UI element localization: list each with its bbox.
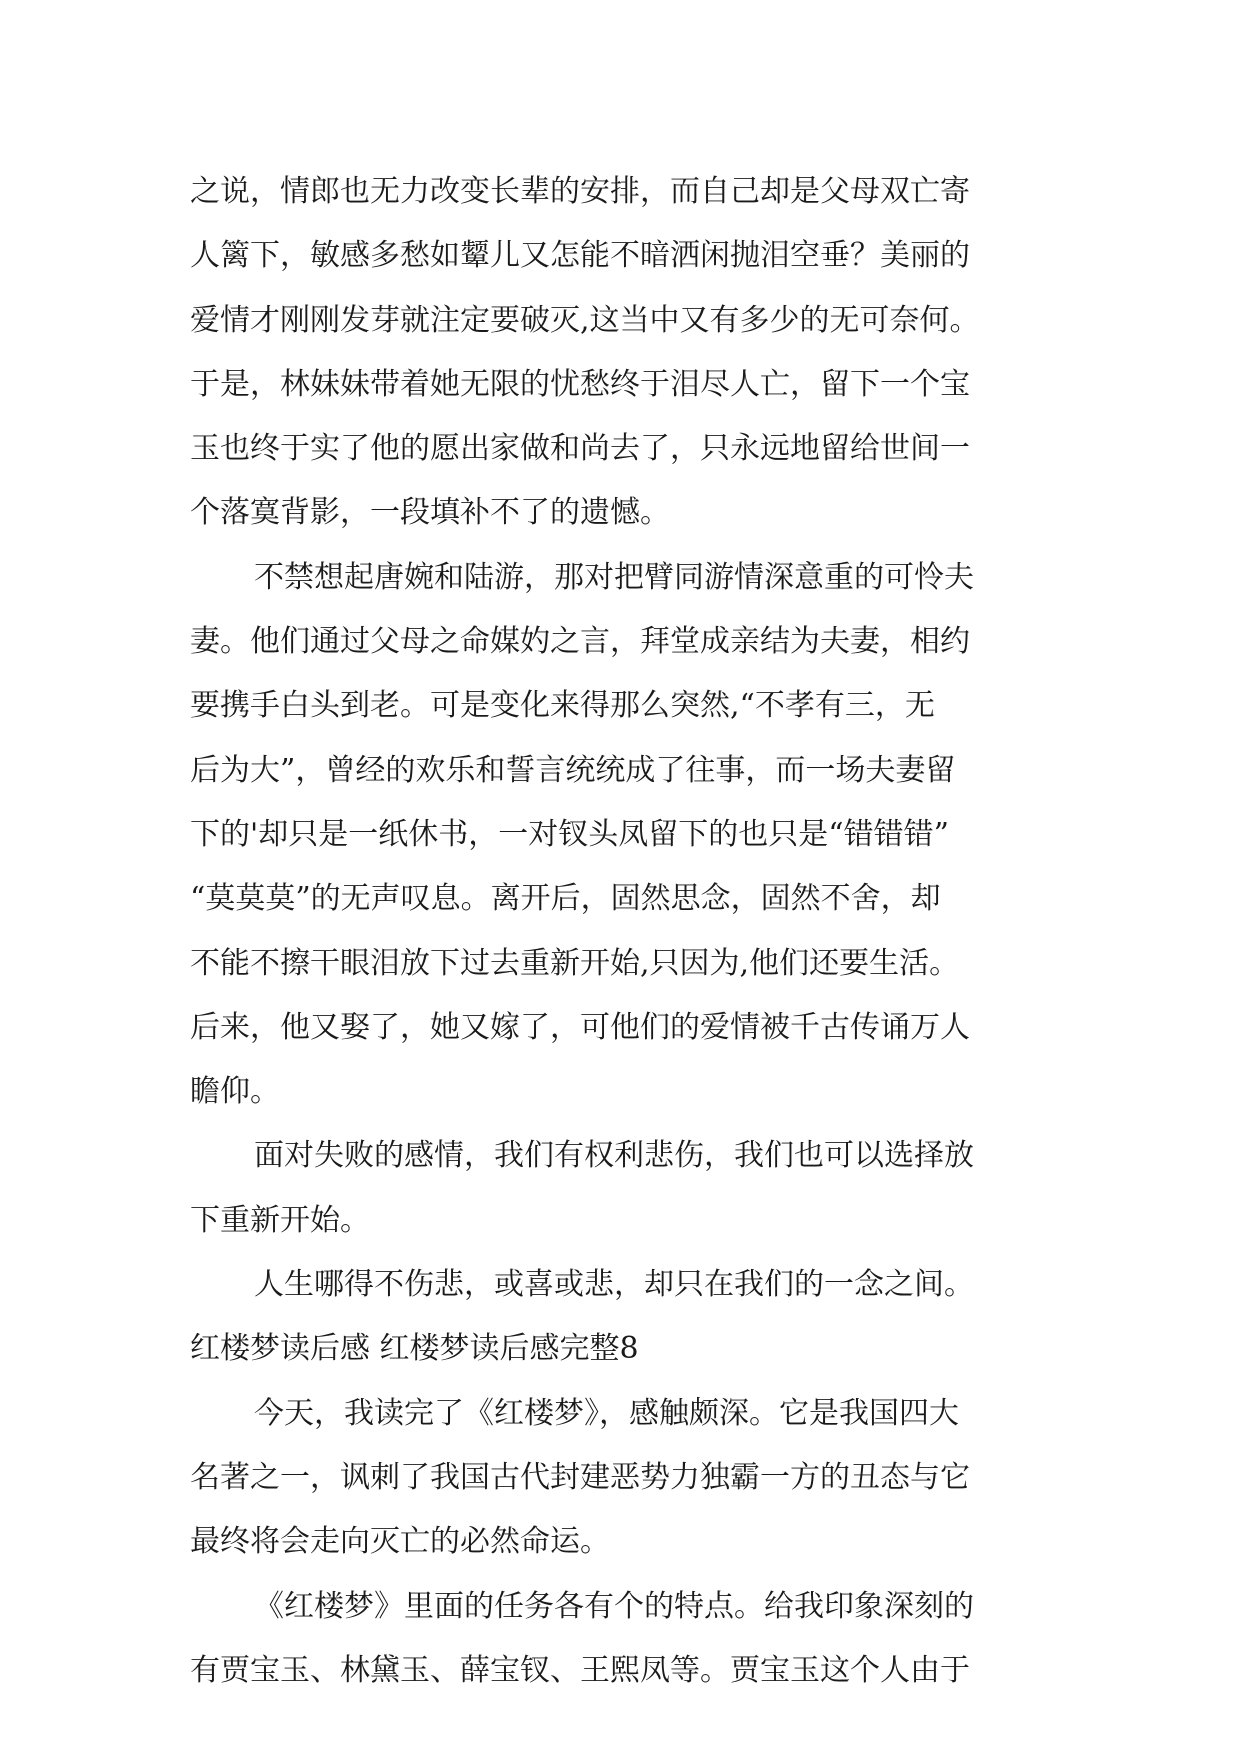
- text-line: 下的'却只是一纸休书，一对钗头凤留下的也只是“错错错”: [190, 816, 949, 852]
- text-line: 后来，他又娶了，她又嫁了，可他们的爱情被千古传诵万人: [190, 1009, 970, 1045]
- paragraph-start-line: 不禁想起唐婉和陆游，那对把臂同游情深意重的可怜夫: [254, 559, 974, 595]
- text-line: 之说，情郎也无力改变长辈的安排，而自己却是父母双亡寄: [190, 174, 970, 209]
- text-line: “莫莫莫”的无声叹息。离开后，固然思念，固然不舍，却: [190, 881, 941, 917]
- paragraph-start-line: 人生哪得不伤悲，或喜或悲，却只在我们的一念之间。: [254, 1267, 974, 1303]
- paragraph-start-line: 今天，我读完了《红楼梦》，感触颇深。它是我国四大: [254, 1395, 959, 1431]
- text-line: 于是，林妹妹带着她无限的忧愁终于泪尽人亡，留下一个宝: [190, 366, 970, 402]
- text-line: 妻。他们通过父母之命媒妁之言，拜堂成亲结为夫妻，相约: [190, 624, 970, 660]
- text-line: 个落寞背影，一段填补不了的遗憾。: [190, 495, 670, 531]
- text-line: 瞻仰。: [190, 1074, 280, 1110]
- paragraph-start-line: 面对失败的感情，我们有权利悲伤，我们也可以选择放: [254, 1138, 974, 1174]
- text-line: 不能不擦干眼泪放下过去重新开始,只因为,他们还要生活。: [190, 945, 960, 981]
- text-line: 下重新开始。: [190, 1202, 370, 1238]
- text-line: 名著之一，讽刺了我国古代封建恶势力独霸一方的丑态与它: [190, 1459, 970, 1495]
- text-line: 玉也终于实了他的愿出家做和尚去了，只永远地留给世间一: [190, 431, 970, 467]
- text-line: 有贾宝玉、林黛玉、薛宝钗、王熙凤等。贾宝玉这个人由于: [190, 1652, 970, 1688]
- text-line: 人篱下，敏感多愁如颦儿又怎能不暗洒闲抛泪空垂？美丽的: [190, 238, 970, 274]
- text-line: 要携手白头到老。可是变化来得那么突然,“不孝有三，无: [190, 688, 935, 724]
- section-heading: 红楼梦读后感 红楼梦读后感完整8: [190, 1331, 639, 1367]
- paragraph-start-line: 《红楼梦》里面的任务各有个的特点。给我印象深刻的: [254, 1588, 974, 1624]
- text-line: 爱情才刚刚发芽就注定要破灭,这当中又有多少的无可奈何。: [190, 302, 980, 338]
- text-line: 最终将会走向灭亡的必然命运。: [190, 1524, 610, 1560]
- document-body: [190, 160, 1090, 1703]
- text-line: 后为大”，曾经的欢乐和誓言统统成了往事，而一场夫妻留: [190, 752, 956, 788]
